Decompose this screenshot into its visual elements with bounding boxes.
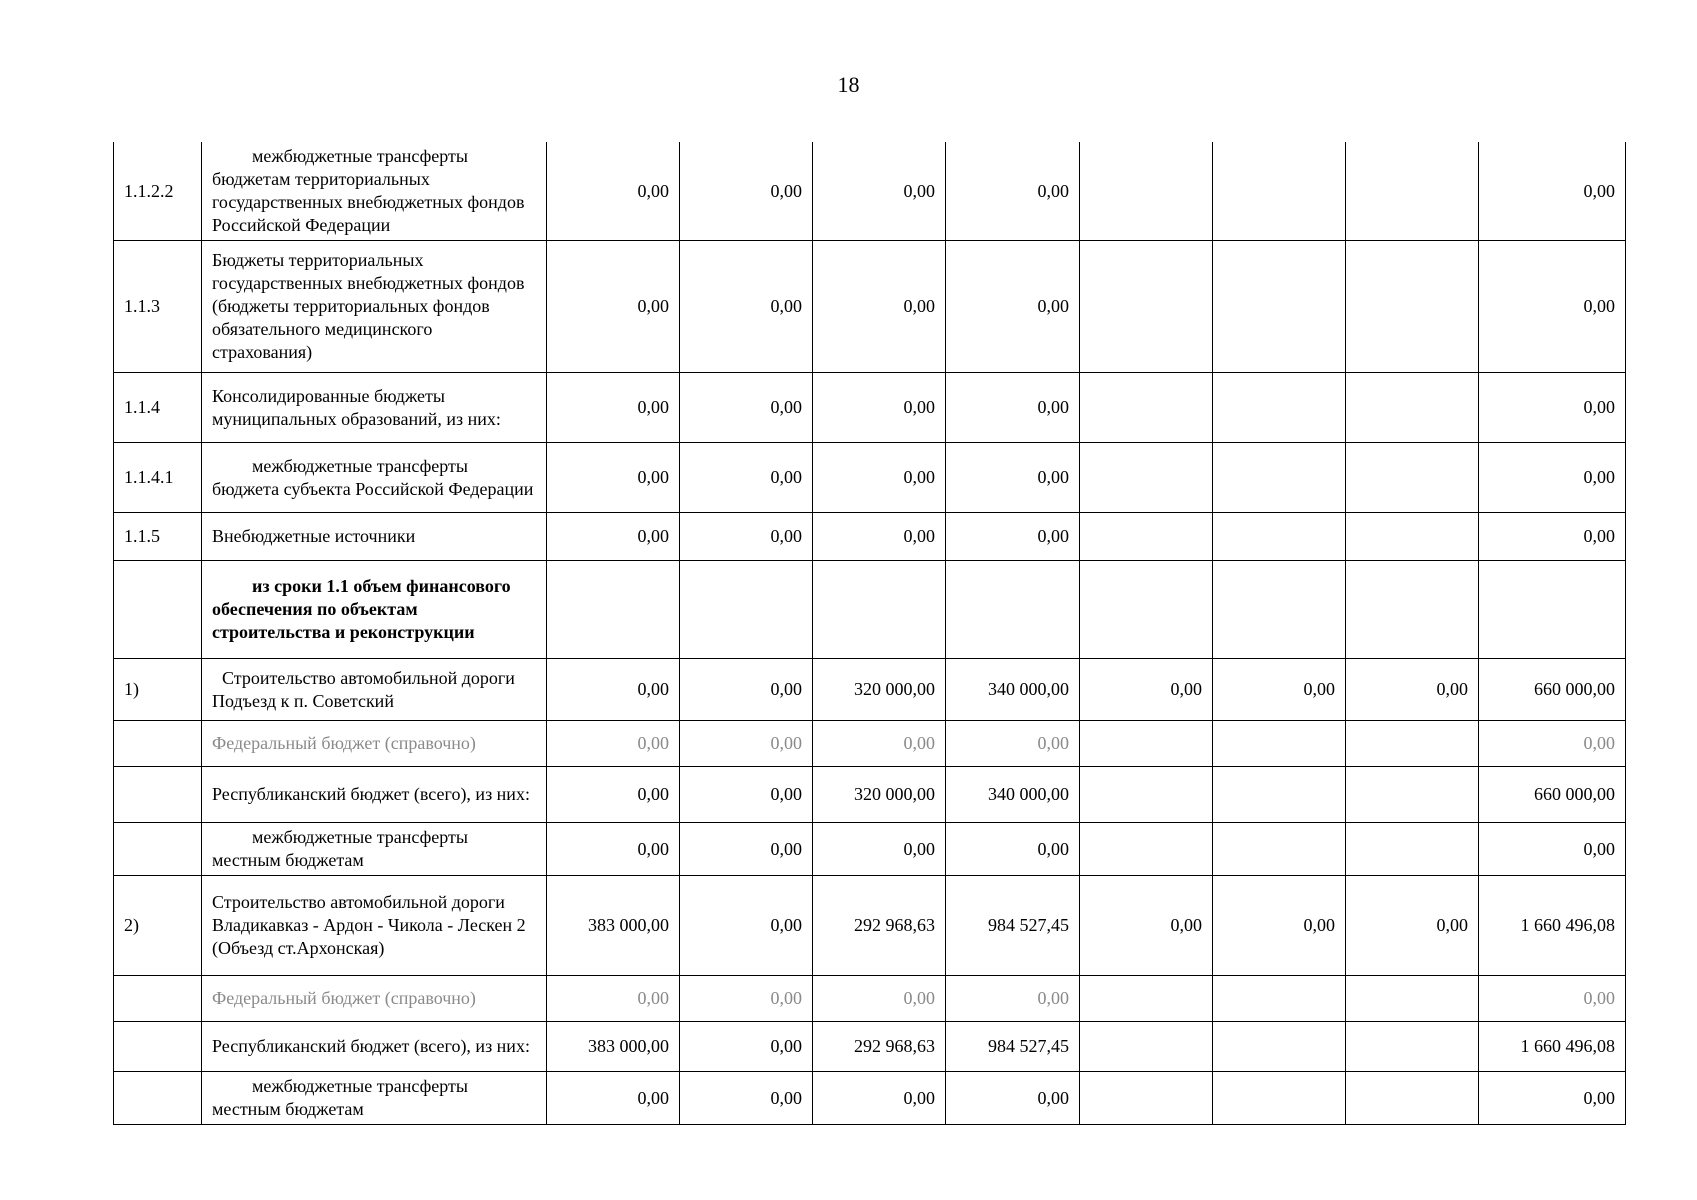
value-cell: 0,00: [1479, 823, 1626, 876]
value-cell: 0,00: [680, 241, 813, 373]
budget-table: [113, 142, 1626, 1125]
value-cell: 0,00: [813, 142, 946, 241]
value-cell: 292 968,63: [813, 1022, 946, 1072]
value-cell: 0,00: [680, 876, 813, 976]
value-cell: 0,00: [1479, 513, 1626, 561]
value-cell: 0,00: [547, 241, 680, 373]
value-cell: [1213, 142, 1346, 241]
value-cell: 0,00: [813, 443, 946, 513]
row-name-cell: Строительство автомобильной дороги Подъезд к п. Советский: [202, 659, 547, 721]
row-number-cell: 1.1.4: [114, 373, 202, 443]
value-cell: 0,00: [813, 976, 946, 1022]
value-cell: 0,00: [547, 976, 680, 1022]
row-name-cell: межбюджетные трансферты местным бюджетам: [202, 823, 547, 876]
table-row: [114, 659, 1626, 721]
row-number-cell: [114, 1022, 202, 1072]
table-row: [114, 142, 1626, 241]
value-cell: 660 000,00: [1479, 767, 1626, 823]
value-cell: 0,00: [946, 976, 1080, 1022]
value-cell: [1213, 241, 1346, 373]
value-cell: 0,00: [1213, 659, 1346, 721]
value-cell: 0,00: [547, 443, 680, 513]
value-cell: 0,00: [1479, 976, 1626, 1022]
value-cell: 0,00: [946, 721, 1080, 767]
value-cell: [946, 561, 1080, 659]
value-cell: 0,00: [680, 721, 813, 767]
value-cell: 0,00: [946, 373, 1080, 443]
row-name-cell: Федеральный бюджет (справочно): [202, 721, 547, 767]
value-cell: 292 968,63: [813, 876, 946, 976]
value-cell: 0,00: [1080, 659, 1213, 721]
row-number-cell: 1.1.5: [114, 513, 202, 561]
value-cell: [1346, 561, 1479, 659]
value-cell: 0,00: [813, 513, 946, 561]
value-cell: 0,00: [813, 1072, 946, 1125]
value-cell: [1080, 561, 1213, 659]
value-cell: 0,00: [813, 721, 946, 767]
value-cell: 0,00: [813, 241, 946, 373]
row-name-cell: из сроки 1.1 объем финансового обеспечения по объектам строительства и реконструкции: [202, 561, 547, 659]
value-cell: 0,00: [547, 659, 680, 721]
value-cell: 0,00: [813, 373, 946, 443]
value-cell: [1213, 823, 1346, 876]
value-cell: [1213, 513, 1346, 561]
value-cell: [1080, 373, 1213, 443]
value-cell: [1213, 767, 1346, 823]
value-cell: 984 527,45: [946, 876, 1080, 976]
value-cell: 0,00: [680, 1072, 813, 1125]
row-name-cell: межбюджетные трансферты бюджета субъекта Российской Федерации: [202, 443, 547, 513]
value-cell: 0,00: [547, 513, 680, 561]
value-cell: 0,00: [1479, 241, 1626, 373]
value-cell: 0,00: [547, 721, 680, 767]
row-number-cell: 1.1.3: [114, 241, 202, 373]
table-row: [114, 373, 1626, 443]
value-cell: [1213, 373, 1346, 443]
value-cell: 0,00: [680, 659, 813, 721]
value-cell: 0,00: [680, 443, 813, 513]
value-cell: 0,00: [946, 241, 1080, 373]
value-cell: [1346, 1022, 1479, 1072]
row-number-cell: 2): [114, 876, 202, 976]
value-cell: 0,00: [547, 373, 680, 443]
value-cell: 1 660 496,08: [1479, 1022, 1626, 1072]
value-cell: [1080, 241, 1213, 373]
row-name-cell: Федеральный бюджет (справочно): [202, 976, 547, 1022]
value-cell: 0,00: [547, 142, 680, 241]
value-cell: [1080, 142, 1213, 241]
value-cell: [1346, 513, 1479, 561]
value-cell: [813, 561, 946, 659]
value-cell: 340 000,00: [946, 659, 1080, 721]
row-name-cell: Республиканский бюджет (всего), из них:: [202, 1022, 547, 1072]
row-number-cell: [114, 823, 202, 876]
value-cell: 0,00: [1479, 1072, 1626, 1125]
value-cell: 0,00: [680, 142, 813, 241]
value-cell: 984 527,45: [946, 1022, 1080, 1072]
row-name-cell: межбюджетные трансферты бюджетам территориальных государственных внебюджетных фондов Российской Федерации: [202, 142, 547, 241]
budget-table-body: [114, 142, 1626, 1125]
value-cell: 0,00: [547, 767, 680, 823]
value-cell: [1346, 721, 1479, 767]
value-cell: 0,00: [1346, 876, 1479, 976]
value-cell: 320 000,00: [813, 767, 946, 823]
value-cell: 0,00: [547, 1072, 680, 1125]
value-cell: 0,00: [946, 823, 1080, 876]
page-number: 18: [837, 72, 860, 97]
value-cell: [1080, 823, 1213, 876]
table-row: [114, 1072, 1626, 1125]
value-cell: 0,00: [547, 823, 680, 876]
table-row: [114, 823, 1626, 876]
row-name-cell: Консолидированные бюджеты муниципальных образований, из них:: [202, 373, 547, 443]
table-row: [114, 513, 1626, 561]
value-cell: [1213, 1072, 1346, 1125]
table-row: [114, 767, 1626, 823]
value-cell: [1213, 561, 1346, 659]
value-cell: 0,00: [680, 1022, 813, 1072]
value-cell: [547, 561, 680, 659]
value-cell: [1213, 443, 1346, 513]
table-row: [114, 561, 1626, 659]
value-cell: [1213, 976, 1346, 1022]
value-cell: 0,00: [1479, 142, 1626, 241]
table-row: [114, 721, 1626, 767]
table-row: [114, 241, 1626, 373]
row-number-cell: 1.1.4.1: [114, 443, 202, 513]
row-name-cell: Внебюджетные источники: [202, 513, 547, 561]
value-cell: 0,00: [1213, 876, 1346, 976]
value-cell: 383 000,00: [547, 876, 680, 976]
value-cell: 0,00: [813, 823, 946, 876]
row-number-cell: [114, 976, 202, 1022]
row-number-cell: 1.1.2.2: [114, 142, 202, 241]
value-cell: [1080, 1022, 1213, 1072]
row-number-cell: [114, 721, 202, 767]
value-cell: [1346, 373, 1479, 443]
value-cell: [1346, 1072, 1479, 1125]
value-cell: [1080, 721, 1213, 767]
value-cell: [1346, 823, 1479, 876]
value-cell: 0,00: [1479, 443, 1626, 513]
value-cell: 0,00: [946, 142, 1080, 241]
table-row: [114, 443, 1626, 513]
value-cell: 660 000,00: [1479, 659, 1626, 721]
value-cell: [1346, 767, 1479, 823]
value-cell: 320 000,00: [813, 659, 946, 721]
value-cell: 0,00: [1346, 659, 1479, 721]
value-cell: [1080, 976, 1213, 1022]
table-row: [114, 976, 1626, 1022]
row-name-cell: Бюджеты территориальных государственных внебюджетных фондов (бюджеты территориальных фондов обязательного медицинского страхования): [202, 241, 547, 373]
row-number-cell: 1): [114, 659, 202, 721]
row-number-cell: [114, 1072, 202, 1125]
value-cell: 0,00: [680, 513, 813, 561]
row-name-cell: Республиканский бюджет (всего), из них:: [202, 767, 547, 823]
value-cell: 0,00: [1479, 721, 1626, 767]
value-cell: 0,00: [680, 976, 813, 1022]
table-row: [114, 1022, 1626, 1072]
table-row: [114, 876, 1626, 976]
value-cell: [1213, 1022, 1346, 1072]
value-cell: [1080, 1072, 1213, 1125]
row-number-cell: [114, 767, 202, 823]
value-cell: 0,00: [680, 767, 813, 823]
value-cell: [680, 561, 813, 659]
value-cell: 0,00: [680, 823, 813, 876]
value-cell: [1080, 767, 1213, 823]
value-cell: 0,00: [946, 1072, 1080, 1125]
value-cell: [1346, 976, 1479, 1022]
value-cell: [1346, 142, 1479, 241]
value-cell: 383 000,00: [547, 1022, 680, 1072]
row-name-cell: Строительство автомобильной дороги Владикавказ - Ардон - Чикола - Лескен 2 (Объезд ст.Архонская): [202, 876, 547, 976]
value-cell: [1080, 443, 1213, 513]
value-cell: 0,00: [1080, 876, 1213, 976]
value-cell: 0,00: [1479, 373, 1626, 443]
value-cell: 1 660 496,08: [1479, 876, 1626, 976]
value-cell: 0,00: [946, 513, 1080, 561]
value-cell: 0,00: [946, 443, 1080, 513]
value-cell: [1346, 241, 1479, 373]
value-cell: [1080, 513, 1213, 561]
value-cell: [1213, 721, 1346, 767]
value-cell: 340 000,00: [946, 767, 1080, 823]
value-cell: [1346, 443, 1479, 513]
row-number-cell: [114, 561, 202, 659]
row-name-cell: межбюджетные трансферты местным бюджетам: [202, 1072, 547, 1125]
value-cell: [1479, 561, 1626, 659]
value-cell: 0,00: [680, 373, 813, 443]
